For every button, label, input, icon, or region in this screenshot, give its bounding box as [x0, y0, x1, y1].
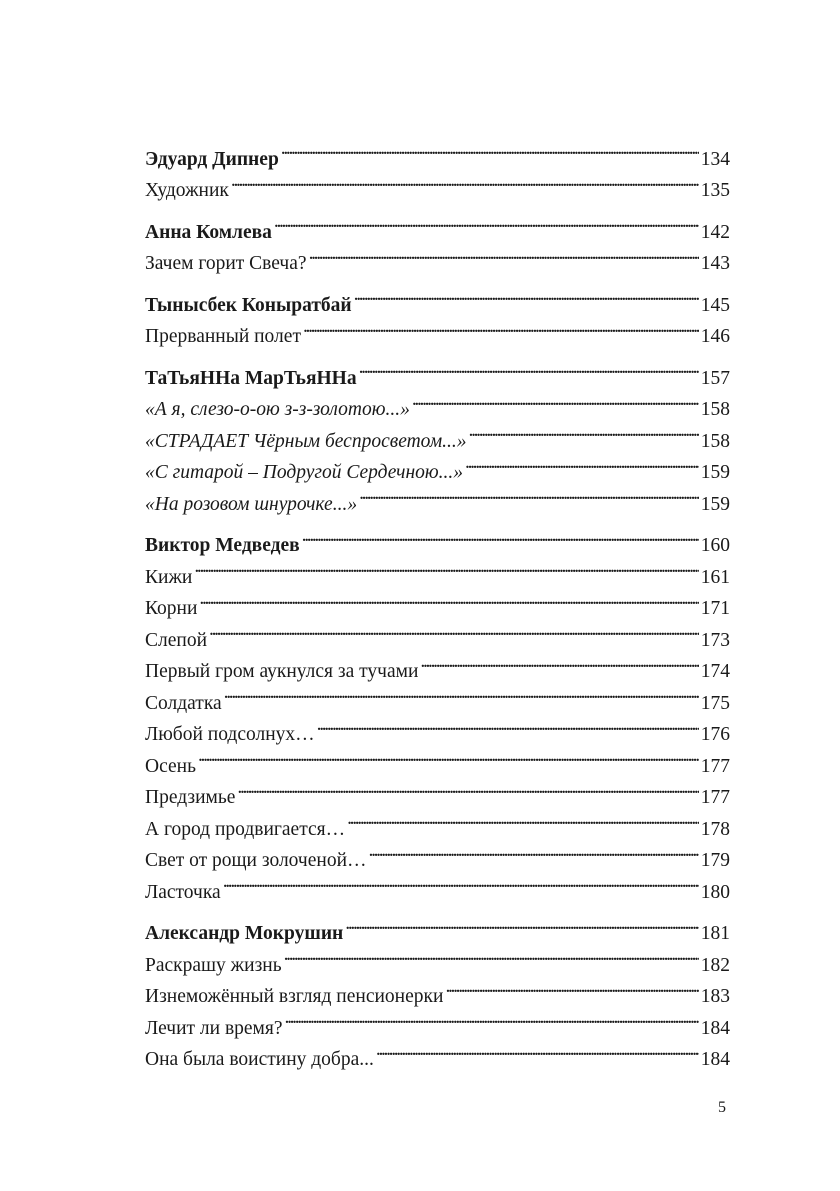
entry-title: Изнеможённый взгляд пенсионерки — [145, 986, 444, 1007]
toc-author-entry[interactable] — [145, 352, 730, 389]
entry-page-number: 179 — [700, 850, 730, 871]
entry-title: Солдатка — [145, 692, 222, 714]
dot-leader — [412, 384, 699, 416]
dot-leader — [194, 551, 698, 583]
entry-page-number: 143 — [700, 253, 730, 274]
dot-leader — [223, 866, 699, 898]
toc-section — [145, 206, 730, 274]
dot-leader — [284, 939, 699, 971]
entry-title: «На розовом шнурочке...» — [145, 493, 358, 515]
entry-page-number: 145 — [700, 294, 730, 316]
entry-page-number: 171 — [700, 598, 730, 619]
entry-title: Лечит ли время? — [145, 1017, 283, 1039]
author-name: Виктор Медведев — [145, 535, 300, 556]
page-number: 5 — [718, 1099, 726, 1116]
toc-entry[interactable] — [145, 614, 730, 651]
toc-entry[interactable] — [145, 709, 730, 745]
toc-entry[interactable] — [145, 583, 730, 619]
dot-leader — [274, 206, 699, 238]
entry-page-number: 184 — [700, 1049, 730, 1070]
entry-page-number: 157 — [700, 367, 730, 389]
entry-title: Корни — [145, 598, 198, 619]
dot-leader — [420, 646, 698, 678]
entry-page-number: 142 — [700, 221, 730, 243]
entry-page-number: 175 — [700, 692, 730, 714]
entry-title: Раскрашу жизнь — [145, 954, 282, 976]
entry-title: «А я, слезо-о-ою з-з-золотою...» — [145, 399, 410, 420]
dot-leader — [317, 709, 699, 741]
toc-entry[interactable] — [145, 740, 730, 777]
author-name: ТаТьяННа МарТьяННа — [145, 367, 357, 389]
entry-page-number: 180 — [700, 881, 730, 903]
entry-page-number: 183 — [700, 986, 730, 1007]
entry-title: Она была воистину добра... — [145, 1049, 374, 1070]
dot-leader — [347, 803, 699, 835]
entry-title: Прерванный полет — [145, 326, 301, 347]
entry-title: А город продвигается… — [145, 818, 346, 840]
entry-page-number: 173 — [700, 629, 730, 651]
toc-entry[interactable] — [145, 677, 730, 714]
dot-leader — [224, 677, 699, 709]
author-name: Эдуард Дипнер — [145, 148, 279, 170]
entry-page-number: 184 — [700, 1017, 730, 1039]
dot-leader — [345, 908, 698, 940]
entry-title: Художник — [145, 180, 229, 201]
entry-page-number: 146 — [700, 326, 730, 347]
entry-title: Ласточка — [145, 881, 221, 903]
toc-entry[interactable] — [145, 866, 730, 903]
dot-leader — [237, 772, 698, 804]
toc-entry[interactable] — [145, 646, 730, 682]
toc-section — [145, 352, 730, 515]
toc-entry[interactable] — [145, 165, 730, 201]
toc-author-entry[interactable] — [145, 206, 730, 243]
entry-page-number: 174 — [700, 661, 730, 682]
dot-leader — [359, 478, 699, 510]
entry-title: Свет от рощи золоченой… — [145, 850, 367, 871]
dot-leader — [376, 1034, 699, 1066]
entry-title: Кижи — [145, 566, 193, 588]
entry-page-number: 177 — [700, 787, 730, 808]
entry-page-number: 160 — [700, 535, 730, 556]
author-name: Александр Мокрушин — [145, 923, 344, 944]
dot-leader — [465, 447, 699, 479]
dot-leader — [303, 311, 699, 343]
dot-leader — [285, 1002, 699, 1034]
entry-page-number: 135 — [700, 180, 730, 201]
toc-author-entry[interactable] — [145, 520, 730, 556]
dot-leader — [209, 614, 699, 646]
entry-title: Любой подсолнух… — [145, 724, 315, 745]
author-name: Тынысбек Коныратбай — [145, 294, 352, 316]
entry-title: «С гитарой – Подругой Сердечною...» — [145, 462, 464, 483]
toc-author-entry[interactable] — [145, 279, 730, 316]
dot-leader — [231, 165, 699, 197]
entry-page-number: 159 — [700, 462, 730, 483]
entry-page-number: 134 — [700, 148, 730, 170]
author-name: Анна Комлева — [145, 221, 272, 243]
dot-leader — [469, 415, 699, 447]
dot-leader — [309, 238, 699, 270]
entry-page-number: 161 — [700, 566, 730, 588]
dot-leader — [354, 279, 699, 311]
toc-section — [145, 520, 730, 903]
entry-page-number: 181 — [700, 923, 730, 944]
dot-leader — [369, 835, 699, 867]
dot-leader — [199, 583, 698, 615]
dot-leader — [198, 740, 699, 772]
dot-leader — [359, 352, 699, 384]
toc-section — [145, 279, 730, 347]
entry-page-number: 177 — [700, 755, 730, 777]
toc-entry[interactable] — [145, 772, 730, 808]
dot-leader — [302, 520, 699, 552]
entry-page-number: 182 — [700, 954, 730, 976]
toc-section — [145, 133, 730, 201]
entry-title: Зачем горит Свеча? — [145, 253, 307, 274]
entry-page-number: 178 — [700, 818, 730, 840]
entry-page-number: 158 — [700, 430, 730, 452]
entry-title: Осень — [145, 755, 196, 777]
entry-title: Первый гром аукнулся за тучами — [145, 661, 419, 682]
toc-section — [145, 908, 730, 1070]
toc-entry[interactable] — [145, 551, 730, 588]
table-of-contents — [145, 133, 730, 1075]
entry-title: Предзимье — [145, 787, 236, 808]
entry-title: «СТРАДАЕТ Чёрным беспросветом...» — [145, 430, 467, 452]
entry-title: Слепой — [145, 629, 208, 651]
dot-leader — [445, 971, 698, 1003]
entry-page-number: 158 — [700, 399, 730, 420]
entry-page-number: 159 — [700, 493, 730, 515]
toc-author-entry[interactable] — [145, 133, 730, 170]
entry-page-number: 176 — [700, 724, 730, 745]
dot-leader — [281, 133, 699, 165]
toc-author-entry[interactable] — [145, 908, 730, 944]
